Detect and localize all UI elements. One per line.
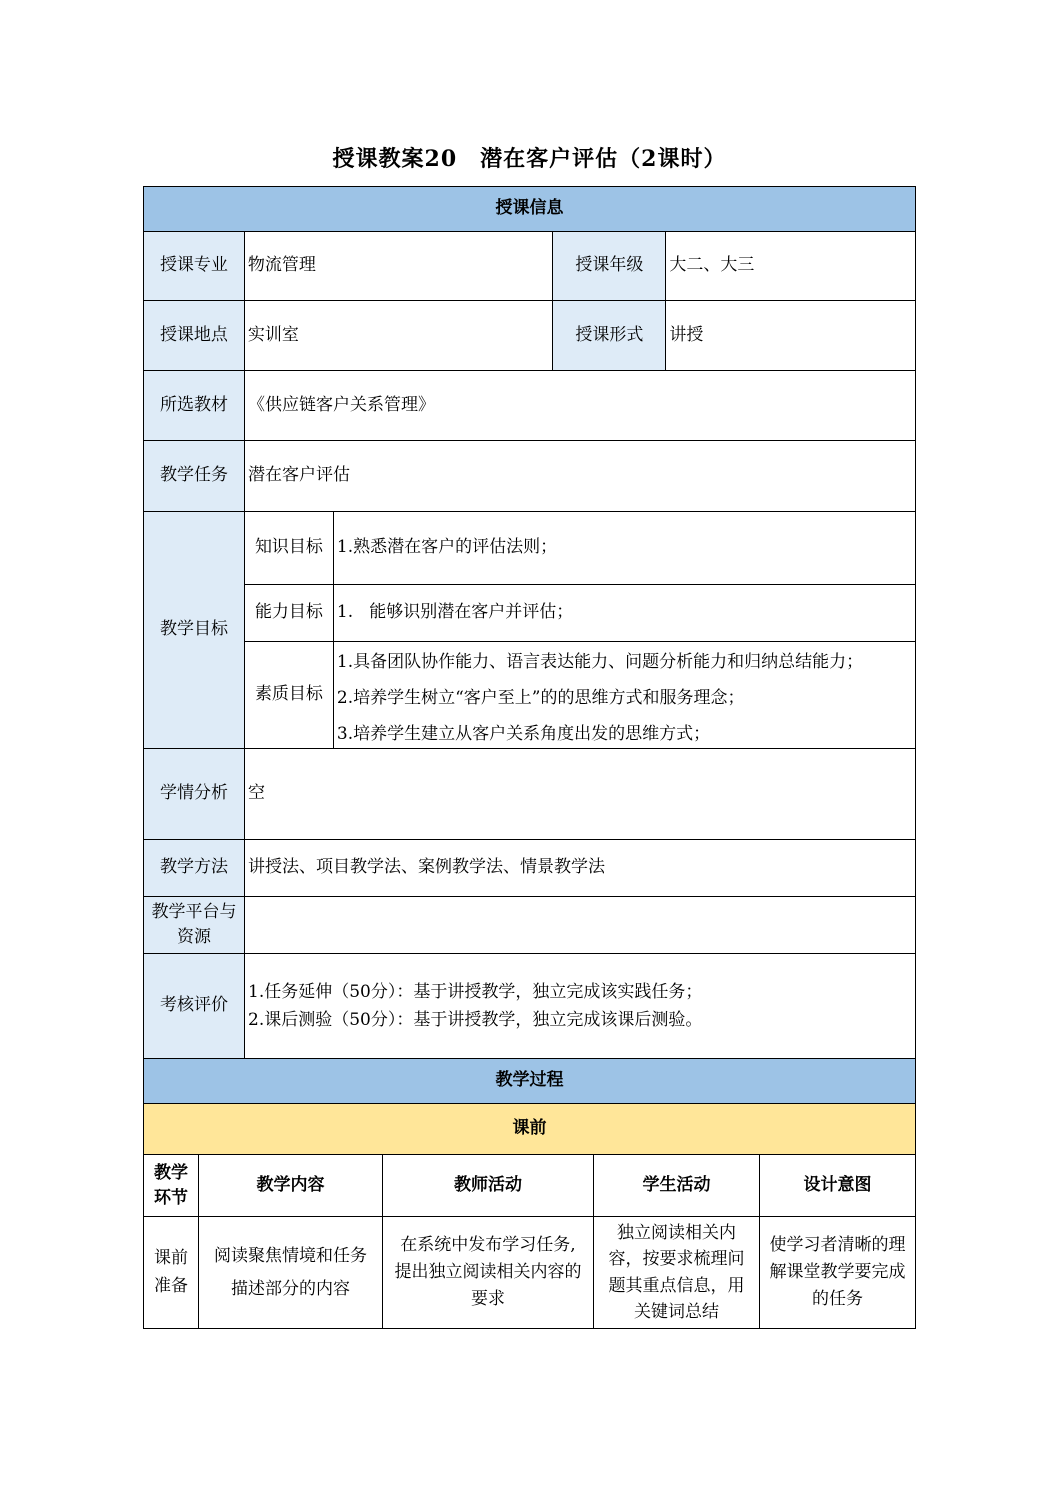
row-stage-line: 准备 xyxy=(154,1275,188,1296)
pre-class-header: 课前 xyxy=(144,1104,915,1154)
row-student-line: 题其重点信息，用 xyxy=(608,1275,745,1296)
place-label: 授课地点 xyxy=(144,301,244,370)
textbook-value: 《供应链客户关系管理》 xyxy=(244,371,915,440)
goals-label: 教学目标 xyxy=(144,512,244,748)
col-content: 教学内容 xyxy=(198,1155,382,1216)
row-stage xyxy=(144,1217,198,1328)
platform-label xyxy=(144,897,244,953)
major-value: 物流管理 xyxy=(244,232,553,300)
col-intent: 设计意图 xyxy=(759,1155,915,1216)
row-teacher-line: 在系统中发布学习任务, xyxy=(400,1234,576,1255)
row-teacher-line: 要求 xyxy=(471,1289,505,1310)
col-stage xyxy=(144,1155,198,1216)
textbook-label: 所选教材 xyxy=(144,371,244,440)
place-value: 实训室 xyxy=(244,301,553,370)
knowledge-goal-value: 1.熟悉潜在客户的评估法则； xyxy=(333,512,915,584)
assess-item: 2.课后测验（50分）：基于讲授教学，独立完成该课后测验。 xyxy=(248,1010,703,1030)
form-label: 授课形式 xyxy=(552,301,665,370)
major-label: 授课专业 xyxy=(144,232,244,300)
row-content-line: 阅读聚焦情境和任务 xyxy=(214,1246,367,1267)
platform-label-line: 教学平台与 xyxy=(151,902,237,923)
quality-goal-item: 1.具备团队协作能力、语言表达能力、问题分析能力和归纳总结能力； xyxy=(336,652,864,672)
quality-goal-item: 3.培养学生建立从客户关系角度出发的思维方式； xyxy=(336,724,711,744)
form-value: 讲授 xyxy=(665,301,915,370)
row-content-line: 描述部分的内容 xyxy=(231,1278,350,1299)
knowledge-goal-label: 知识目标 xyxy=(254,537,323,558)
method-value: 讲授法、项目教学法、案例教学法、情景教学法 xyxy=(244,840,915,896)
goals-block xyxy=(244,512,915,748)
platform-label-line: 资源 xyxy=(177,927,211,947)
quality-goal-list xyxy=(333,642,915,748)
method-label: 教学方法 xyxy=(144,840,244,896)
ability-goal-label: 能力目标 xyxy=(254,602,323,623)
platform-value xyxy=(244,897,915,953)
row-intent-line: 解课堂教学要完成 xyxy=(769,1261,906,1282)
task-value: 潜在客户评估 xyxy=(244,441,915,511)
ability-goal-value: 1. 能够识别潜在客户并评估； xyxy=(333,585,915,641)
process-header: 教学过程 xyxy=(144,1059,915,1103)
row-teacher xyxy=(382,1217,593,1328)
row-intent-line: 的任务 xyxy=(812,1289,863,1310)
row-student-line: 容，按要求梳理问 xyxy=(608,1249,745,1270)
analysis-value: 空 xyxy=(244,749,915,839)
row-intent-line: 使学习者清晰的理 xyxy=(769,1234,906,1255)
assess-label: 考核评价 xyxy=(144,954,244,1058)
page-title: 授课教案20 潜在客户评估（2课时） xyxy=(332,146,727,172)
grade-value: 大二、大三 xyxy=(665,232,915,300)
row-student-line: 关键词总结 xyxy=(634,1301,719,1322)
quality-goal-item: 2.培养学生树立“客户至上”的的思维方式和服务理念； xyxy=(336,688,745,708)
analysis-label: 学情分析 xyxy=(144,749,244,839)
row-content xyxy=(198,1217,382,1328)
quality-goal-label: 素质目标 xyxy=(254,684,323,705)
row-stage-line: 课前 xyxy=(154,1248,188,1269)
info-header: 授课信息 xyxy=(144,187,915,231)
lesson-plan-table xyxy=(143,186,916,1329)
col-stage-line: 环节 xyxy=(154,1187,188,1208)
col-stage-line: 教学 xyxy=(154,1162,188,1183)
row-intent xyxy=(759,1217,915,1328)
row-student xyxy=(593,1217,759,1328)
assess-list xyxy=(244,954,915,1058)
col-teacher: 教师活动 xyxy=(382,1155,593,1216)
row-teacher-line: 提出独立阅读相关内容的 xyxy=(394,1261,582,1282)
assess-item: 1.任务延伸（50分）：基于讲授教学，独立完成该实践任务； xyxy=(248,982,703,1002)
grade-label: 授课年级 xyxy=(552,232,665,300)
row-student-line: 独立阅读相关内 xyxy=(617,1222,736,1243)
col-student: 学生活动 xyxy=(593,1155,759,1216)
task-label: 教学任务 xyxy=(144,441,244,511)
